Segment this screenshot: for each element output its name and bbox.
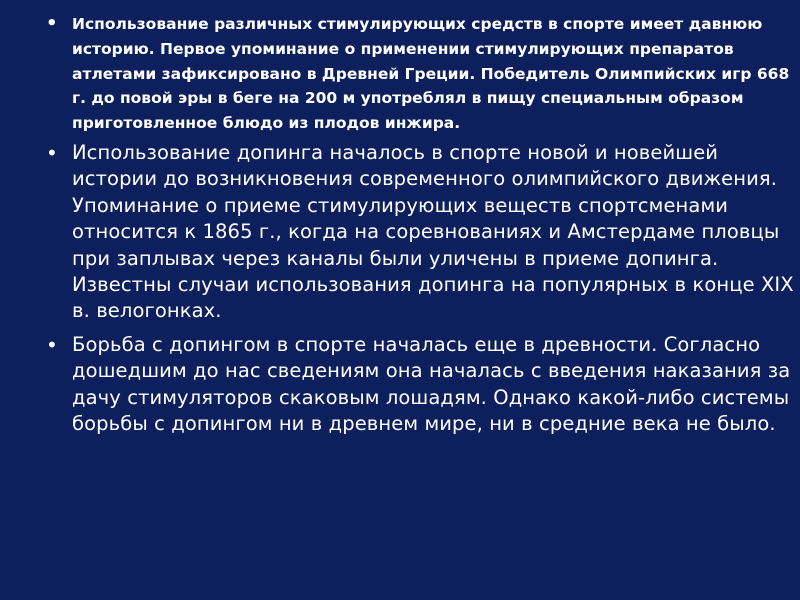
bullet-text-3: Борьба с допингом в спорте началась еще в древности. Согласно дошедшим до нас сведениям она началась с введения наказания за дачу стимуляторов скаковым лошадям. Однако какой-либо системы борьбы с допингом ни в древнем мире, ни в средние века не было. <box>72 332 791 436</box>
bullet-list <box>46 12 798 444</box>
bullet-dot-icon: • <box>46 140 58 165</box>
bullet-text-1: Использование различных стимулирующих средств в спорте имеет давнюю историю. Первое упоминание о применении стимулирующих препаратов атлетами зафиксировано в Древней Греции. Победитель Олимпийских игр 668 г. до повой эры в беге на 200 м употреблял в пищу специальным образом приготовленное блюдо из плодов инжира. <box>72 15 790 133</box>
bullet-dot-icon: • <box>46 13 58 34</box>
bullet-text-2: Использование допинга началось в спорте новой и новейшей истории до возникновения современного олимпийского движения. Упоминание о приеме стимулирующих веществ спортсменами относится к 1865 г., когда на соревнованиях и Амстердаме пловцы при заплывах через каналы были уличены в приеме допинга. Известны случаи использования допинга на популярных в конце XIX в. велогонках. <box>72 140 794 323</box>
bullet-item-2 <box>46 140 798 325</box>
bullet-dot-icon: • <box>46 332 58 357</box>
bullet-item-3 <box>46 332 798 438</box>
bullet-item-1 <box>46 12 798 136</box>
